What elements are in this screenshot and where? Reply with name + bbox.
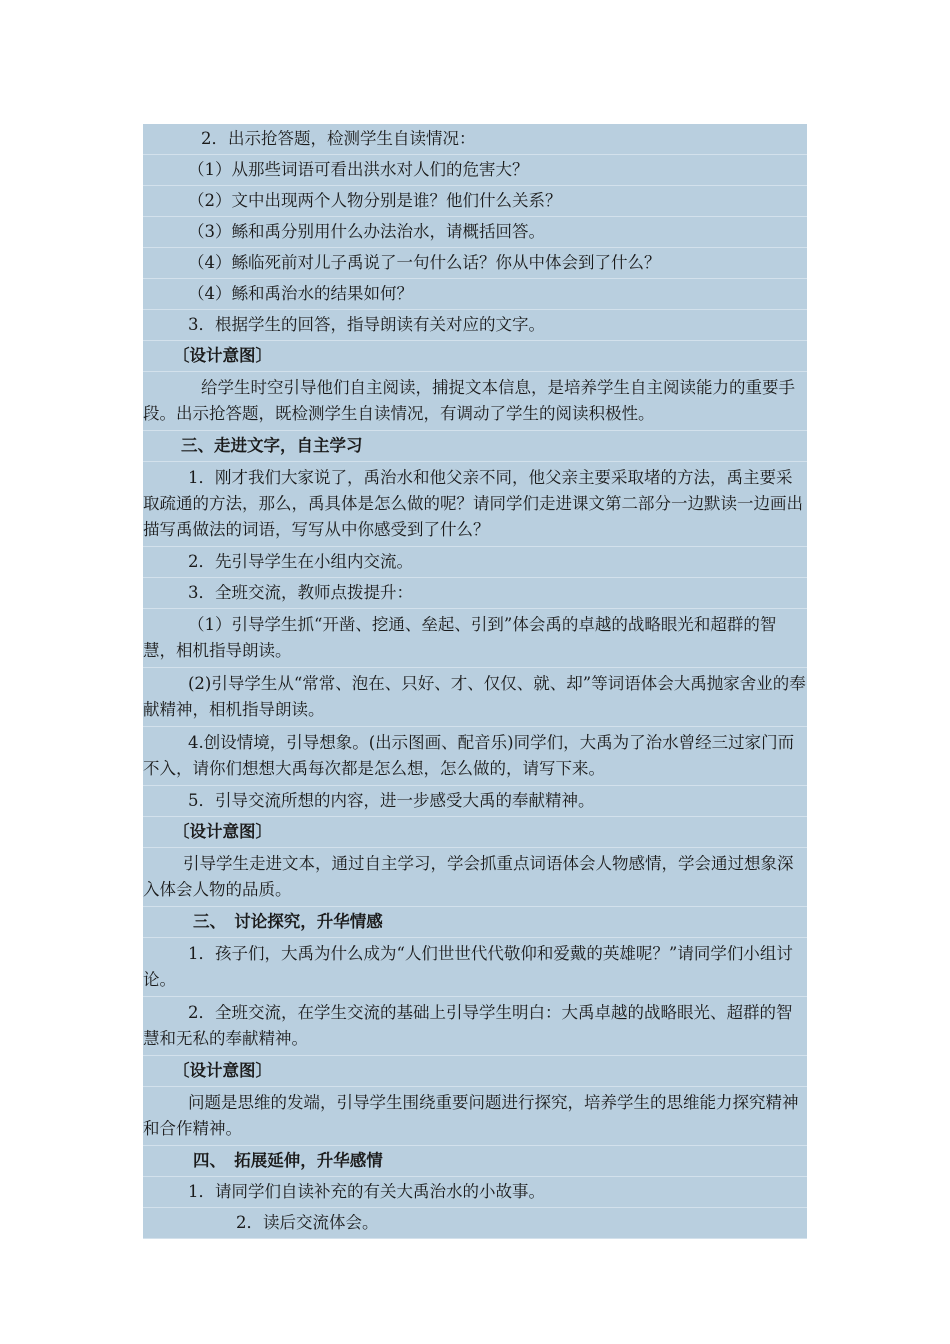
- paragraph-line: 4.创设情境，引导想象。(出示图画、配音乐)同学们，大禹为了治水曾经三过家门而不入，请你们想想大禹每次都是怎么想，怎么做的，请写下来。: [143, 727, 807, 786]
- paragraph-line: 2．先引导学生在小组内交流。: [143, 547, 807, 578]
- section-heading: 三、走进文字，自主学习: [143, 431, 807, 462]
- paragraph-line: 2．读后交流体会。: [143, 1208, 807, 1239]
- paragraph-line: 3．全班交流，教师点拨提升：: [143, 578, 807, 609]
- paragraph-line: （4）鲧和禹治水的结果如何？: [143, 279, 807, 310]
- paragraph-line: 1．孩子们，大禹为什么成为“人们世世代代敬仰和爱戴的英雄呢？”请同学们小组讨论。: [143, 938, 807, 997]
- section-heading: 〔设计意图〕: [143, 1056, 807, 1087]
- section-heading: 〔设计意图〕: [143, 817, 807, 848]
- paragraph-line: 2．出示抢答题，检测学生自读情况：: [143, 124, 807, 155]
- paragraph-line: （1）引导学生抓“开凿、挖通、垒起、引到”体会禹的卓越的战略眼光和超群的智慧，相机指导朗读。: [143, 609, 807, 668]
- section-heading: 四、 拓展延伸，升华感情: [143, 1146, 807, 1177]
- paragraph-line: (2)引导学生从“常常、泡在、只好、才、仅仅、就、却”等词语体会大禹抛家舍业的奉献精神，相机指导朗读。: [143, 668, 807, 727]
- paragraph-line: 3．根据学生的回答，指导朗读有关对应的文字。: [143, 310, 807, 341]
- paragraph-line: 2．全班交流，在学生交流的基础上引导学生明白：大禹卓越的战略眼光、超群的智慧和无私的奉献精神。: [143, 997, 807, 1056]
- paragraph-line: 1．刚才我们大家说了，禹治水和他父亲不同，他父亲主要采取堵的方法，禹主要采取疏通的方法，那么，禹具体是怎么做的呢？请同学们走进课文第二部分一边默读一边画出描写禹做法的词语，写写从中你感受到了什么？: [143, 462, 807, 547]
- paragraph-line: 5．引导交流所想的内容，进一步感受大禹的奉献精神。: [143, 786, 807, 817]
- paragraph-line: 引导学生走进文本，通过自主学习，学会抓重点词语体会人物感情，学会通过想象深入体会人物的品质。: [143, 848, 807, 907]
- paragraph-line: （4）鲧临死前对儿子禹说了一句什么话？你从中体会到了什么？: [143, 248, 807, 279]
- paragraph-line: （1）从那些词语可看出洪水对人们的危害大？: [143, 155, 807, 186]
- paragraph-line: （3）鲧和禹分别用什么办法治水，请概括回答。: [143, 217, 807, 248]
- paragraph-line: （2）文中出现两个人物分别是谁？他们什么关系？: [143, 186, 807, 217]
- document-page: [143, 124, 807, 1239]
- section-heading: 三、 讨论探究，升华情感: [143, 907, 807, 938]
- paragraph-line: 问题是思维的发端，引导学生围绕重要问题进行探究，培养学生的思维能力探究精神和合作精神。: [143, 1087, 807, 1146]
- paragraph-line: 1．请同学们自读补充的有关大禹治水的小故事。: [143, 1177, 807, 1208]
- paragraph-line: 给学生时空引导他们自主阅读，捕捉文本信息，是培养学生自主阅读能力的重要手段。出示抢答题，既检测学生自读情况，有调动了学生的阅读积极性。: [143, 372, 807, 431]
- section-heading: 〔设计意图〕: [143, 341, 807, 372]
